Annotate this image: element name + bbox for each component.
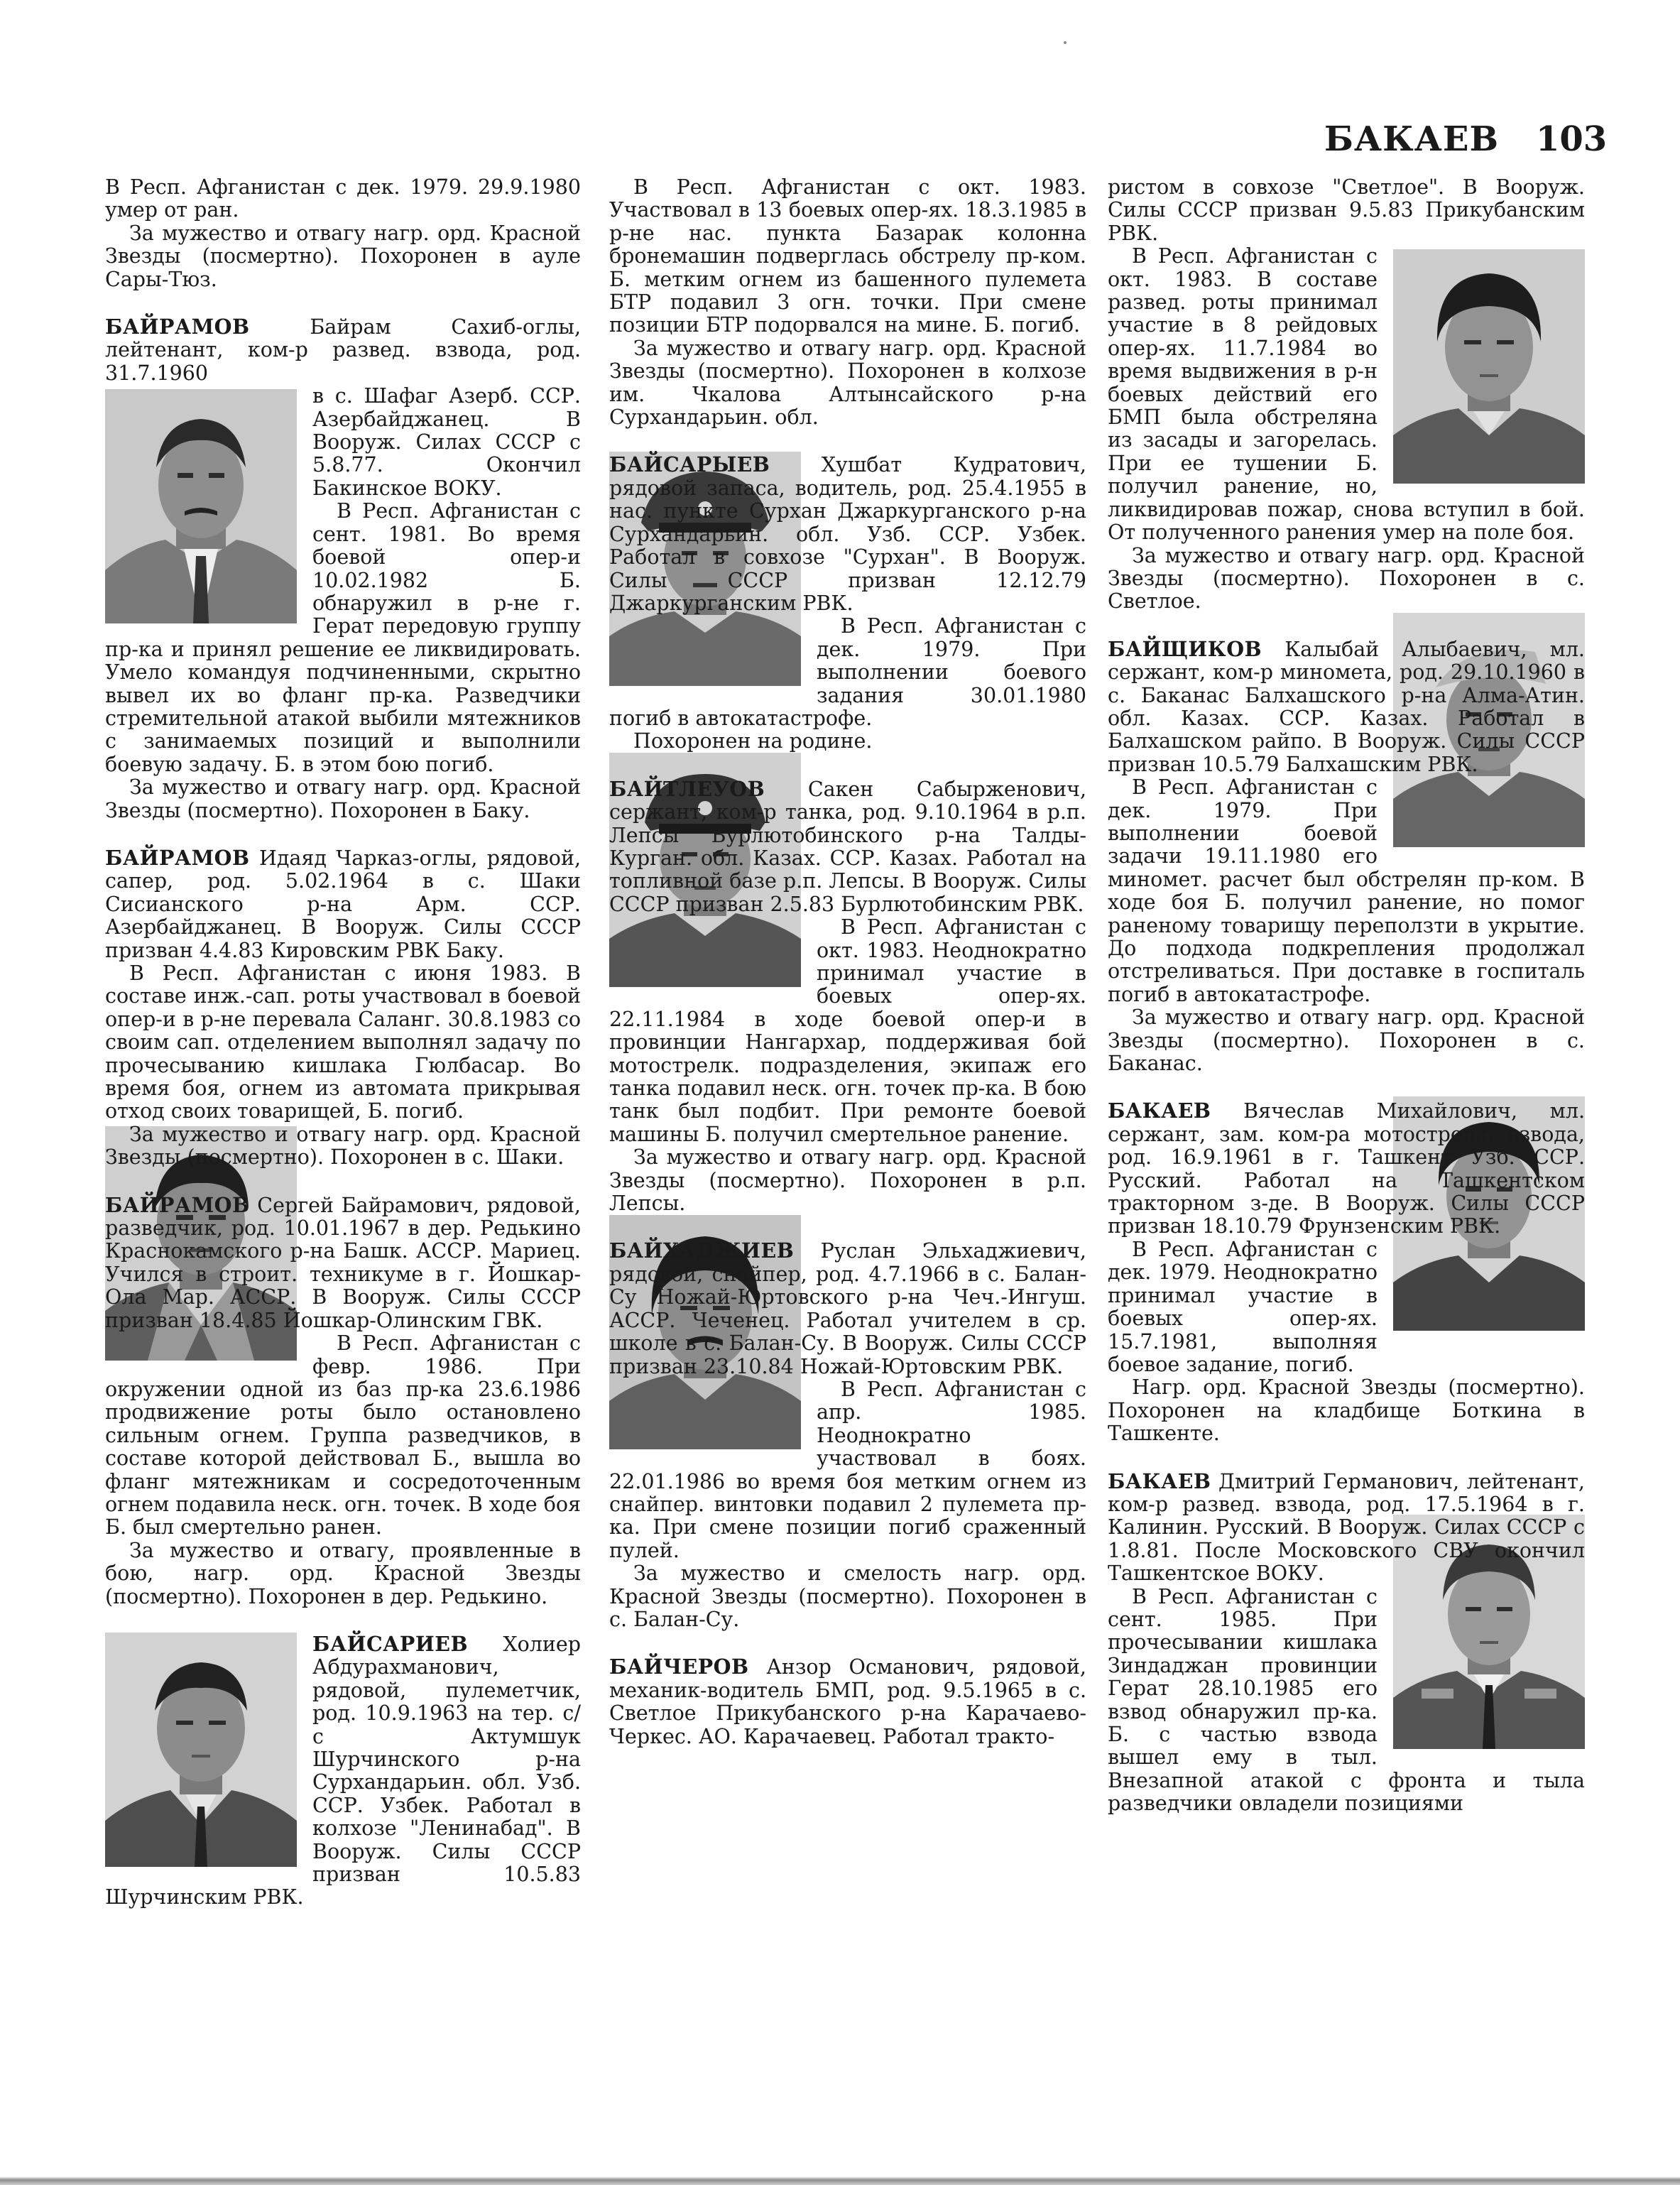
- paragraph: ристом в совхозе "Светлое". В Вооруж. Силы СССР призван 9.5.83 Прикубанским РВК.: [1108, 175, 1585, 245]
- entry-baycherov: [609, 1655, 1086, 1748]
- entry-name: БАКАЕВ: [1108, 1469, 1211, 1493]
- paragraph: За мужество и отвагу нагр. орд. Красной Звезды (посмертно). Похоронен в колхозе им. Чкалова Алтынсайского р-на Сурхандарьин. обл.: [609, 336, 1086, 430]
- paragraph: В Респ. Афганистан с дек. 1979. При выполнении боевого задания 30.01.1980 погиб в автокатастрофе.: [609, 614, 1086, 730]
- entry-baytleuov: [609, 778, 1086, 916]
- portrait-photo: [1393, 249, 1585, 484]
- paragraph: В Респ. Афганистан с дек. 1979. 29.9.1980 умер от ран.: [105, 175, 581, 222]
- entry-text: Холиер Абдурахманович, рядовой, пулеметчик, род. 10.9.1963 на тер. с/с Актумшук Шурчинского р-на Сурхандарьин. обл. Узб. ССР. Узбек. Работал в колхозе "Ленинабад". В Вооруж. Силы СССР призван 10.5.83 Шурчинским РВК.: [105, 1632, 581, 1909]
- paragraph: За мужество и отвагу нагр. орд. Красной Звезды (посмертно). Похоронен в р.п. Лепсы.: [609, 1145, 1086, 1216]
- entry-name: БАЙЧЕРОВ: [609, 1655, 749, 1679]
- paragraph: В Респ. Афганистан с окт. 1983. Участвовал в 13 боевых опер-ях. 18.3.1985 в р-не нас. пункта Базарак колонна бронемашин подверглась обстрелу пр-ком. Б. метким огнем из башенного пулемета БТР подавил 3 огн. точки. При смене позиции БТР подорвался на мине. Б. погиб.: [609, 175, 1086, 337]
- paragraph: В Респ. Афганистан с апр. 1985. Неоднократно участвовал в боях. 22.01.1986 во время боя метким огнем из снайпер. винтовки подавил 2 пулемета пр-ка. При смене позиции погиб сраженный пулей.: [609, 1377, 1086, 1562]
- entry-text: Калыбай Алыбаевич, мл. сержант, ком-р миномета, род. 29.10.1960 в с. Баканас Балхашского р-на Алма-Атин. обл. Казах. ССР. Казах. Работал в Балхашском райпо. В Вооруж. Силы СССР призван 10.5.79 Балхашским РВК.: [1108, 637, 1585, 776]
- paragraph: В Респ. Афганистан с февр. 1986. При окружении одной из баз пр-ка 23.6.1986 продвижение роты было остановлено сильным огнем. Группа разведчиков, в составе которой действовал Б., вышла во фланг мятежникам и сосредоточенным огнем подавила неск. огн. точек. В ходе боя Б. был смертельно ранен.: [105, 1331, 581, 1540]
- portrait-officer-icon: [105, 389, 297, 623]
- entry-text: Идаяд Чарказ-оглы, рядовой, сапер, род. 5.02.1964 в с. Шаки Сисианского р-на Арм. ССР. Азербайджанец. В Вооруж. Силы СССР призван 4.4.83 Кировским РВК Баку.: [105, 846, 581, 962]
- scan-speck: [1064, 41, 1067, 44]
- entry-bayramov-sergey: [105, 1194, 581, 1332]
- paragraph: В Респ. Афганистан с сент. 1981. Во время боевой опер-и 10.02.1982 Б. обнаружил в р-не г. Герат передовую группу пр-ка и принял решение ее ликвидировать. Умело командуя подчиненными, скрытно вывел их во фланг пр-ка. Разведчики стремительной атакой выбили мятежников с занимаемых позиций и выполнили боевую задачу. Б. в этом бою погиб.: [105, 499, 581, 776]
- paragraph: За мужество и отвагу нагр. орд. Красной Звезды (посмертно). Похоронен в с. Светлое.: [1108, 543, 1585, 614]
- paragraph: За мужество и смелость нагр. орд. Красной Звезды (посмертно). Похоронен в с. Балан-Су.: [609, 1562, 1086, 1631]
- entry-baykhadzhiev: [609, 1239, 1086, 1378]
- entry-text: Анзор Османович, рядовой, механик-водитель БМП, род. 9.5.1965 в с. Светлое Прикубанского р-на Карачаево-Черкес. АО. Карачаевец. Работал тракто-: [609, 1655, 1086, 1748]
- page-number: 103: [1536, 119, 1608, 159]
- paragraph: За мужество и отвагу нагр. орд. Красной Звезды (посмертно). Похоронен в с. Баканас.: [1108, 1006, 1585, 1076]
- paragraph: В Респ. Афганистан с сент. 1985. При прочесывании кишлака Зиндаджан провинции Герат 28.10.1985 его взвод обнаружил пр-ка. Б. с частью взвода вышел ему в тыл. Внезапной атакой с фронта и тыла разведчики овладели позициями: [1108, 1584, 1585, 1816]
- portrait-photo: [105, 1633, 297, 1867]
- paragraph: За мужество и отвагу нагр. орд. Красной Звезды (посмертно). Похоронен в ауле Сары-Тюз.: [105, 221, 581, 291]
- paragraph: В Респ. Афганистан с дек. 1979. Неоднократно принимал участие в боевых опер-ях. 15.7.1981, выполняя боевое задание, погиб.: [1108, 1237, 1378, 1376]
- entry-name: БАЙЩИКОВ: [1108, 636, 1262, 661]
- entry-name: БАКАЕВ: [1108, 1099, 1211, 1123]
- entry-baysaryev: [609, 453, 1086, 615]
- paragraph: В Респ. Афганистан с окт. 1983. Неоднократно принимал участие в боевых опер-ях. 22.11.1984 в ходе боевой опер-и в провинции Нангархар, поддерживая бой мотострелк. подразделения, экипаж его танка подавил неск. огн. точек пр-ка. В бою танк был подбит. При ремонте боевой машины Б. получил смертельное ранение.: [609, 915, 1086, 1146]
- paragraph: Похоронен на родине.: [633, 729, 873, 753]
- entry-name: БАЙРАМОВ: [105, 1192, 250, 1217]
- running-head: БАКАЕВ: [1324, 119, 1500, 159]
- entry-name: БАЙТЛЕУОВ: [609, 776, 765, 801]
- paragraph: За мужество и отвагу нагр. орд. Красной Звезды (посмертно). Похоронен в Баку.: [105, 775, 581, 822]
- paragraph: За мужество и отвагу нагр. орд. Красной Звезды (посмертно). Похоронен в с. Шаки.: [105, 1122, 581, 1170]
- entry-name: БАЙСАРИЕВ: [312, 1631, 469, 1656]
- entry-name: БАЙХАДЖИЕВ: [609, 1238, 795, 1263]
- entry-bayramov-bayram: [105, 315, 581, 385]
- entry-text: Вячеслав Михайлович, мл. сержант, зам. ком-ра мотострелк. взвода, род. 16.9.1961 в г. Ташкент Узб. ССР. Русский. Работал на Ташкентском тракторном з-де. В Вооруж. Силы СССР призван 18.10.79 Фрунзенским РВК.: [1108, 1099, 1585, 1238]
- column-2: [609, 176, 1086, 1748]
- entry-text: Хушбат Кудратович, рядовой запаса, водитель, род. 25.4.1955 в нас. пункте Сурхан Джаркурганского р-на Сурхандарьин. обл. Узб. ССР. Узбек. Работал в совхозе "Сурхан". В Вооруж. Силы СССР призван 12.12.79 Джаркурганским РВК.: [609, 453, 1086, 615]
- paragraph: В Респ. Афганистан с июня 1983. В составе инж.-сап. роты участвовал в боевой опер-и в р-не перевала Саланг. 30.8.1983 со своим сап. отделением выполнял задачу по прочесыванию кишлака Гюлбасар. Во время боя, огнем из автомата прикрывая отход своих товарищей, Б. погиб.: [105, 961, 581, 1123]
- entry-name: БАЙРАМОВ: [105, 845, 250, 870]
- entry-text: Дмитрий Германович, лейтенант, ком-р развед. взвода, род. 17.5.1964 в г. Калинин. Русский. В Вооруж. Силах СССР с 1.8.81. После Московского СВУ окончил Ташкентское ВОКУ.: [1108, 1469, 1585, 1586]
- portrait-photo: [105, 389, 297, 623]
- entry-text: Сакен Сабырженович, сержант, ком-р танка, род. 9.10.1964 в р.п. Лепсы Бурлютобинского р-на Талды-Курган. обл. Казах. ССР. Казах. Работал на топливной базе р.п. Лепсы. В Вооруж. Силы СССР призван 2.5.83 Бурлютобинским РВК.: [609, 777, 1086, 916]
- column-3: [1108, 176, 1585, 1816]
- entry-name: БАЙРАМОВ: [105, 315, 250, 339]
- entry-text: Руслан Эльхаджиевич, рядовой, снайпер, род. 4.7.1966 в с. Балан-Су Ножай-Юртовского р-на Чеч.-Ингуш. АССР. Чеченец. Работал учителем в ср. школе в с. Балан-Су. В Вооруж. Силы СССР призван 23.10.84 Ножай-Юртовским РВК.: [609, 1239, 1086, 1378]
- portrait-civilian-icon: [1393, 249, 1585, 484]
- portrait-civilian-icon: [105, 1633, 297, 1867]
- paragraph: За мужество и отвагу, проявленные в бою, нагр. орд. Красной Звезды (посмертно). Похоронен в дер. Редькино.: [105, 1538, 581, 1608]
- paragraph: В Респ. Афганистан с дек. 1979. При выполнении боевой задачи 19.11.1980 его миномет. расчет был обстрелян пр-ком. В ходе боя Б. получил ранение, но помог раненому товарищу переползти в укрытие. До подхода подкрепления продолжал отстреливаться. При доставке в госпиталь погиб в автокатастрофе.: [1108, 775, 1585, 1006]
- paragraph: Нагр. орд. Красной Звезды (посмертно). Похоронен на кладбище Боткина в Ташкенте.: [1108, 1375, 1585, 1446]
- entry-name: БАЙСАРЫЕВ: [609, 452, 770, 477]
- entry-text: Байрам Сахиб-оглы, лейтенант, ком-р развед. взвода, род. 31.7.1960: [105, 315, 581, 385]
- paragraph: В Респ. Афганистан с окт. 1983. В составе развед. роты принимал участие в 8 рейдовых опер-ях. 11.7.1984 во время выдвижения в р-н боевых действий его БМП была обстреляна из засады и загорелась. При ее тушении Б. получил ранение, но, ликвидировав пожар, снова вступил в бой. От полученного ранения умер на поле боя.: [1108, 244, 1585, 545]
- paragraph: в с. Шафаг Азерб. ССР. Азербайджанец. В Вооруж. Силах СССР с 5.8.77. Окончил Бакинское ВОКУ.: [312, 384, 581, 500]
- scan-edge: [0, 2176, 1680, 2185]
- entry-text: Сергей Байрамович, рядовой, разведчик, род. 10.01.1967 в дер. Редькино Краснокамского р-на Башк. АССР. Мариец. Учился в строит. техникуме в г. Йошкар-Ола Мар. АССР. В Вооруж. Силы СССР призван 18.4.85 Йошкар-Олинским ГВК.: [105, 1193, 581, 1332]
- column-1: [105, 176, 581, 1909]
- entry-bayramov-idayad: [105, 846, 581, 962]
